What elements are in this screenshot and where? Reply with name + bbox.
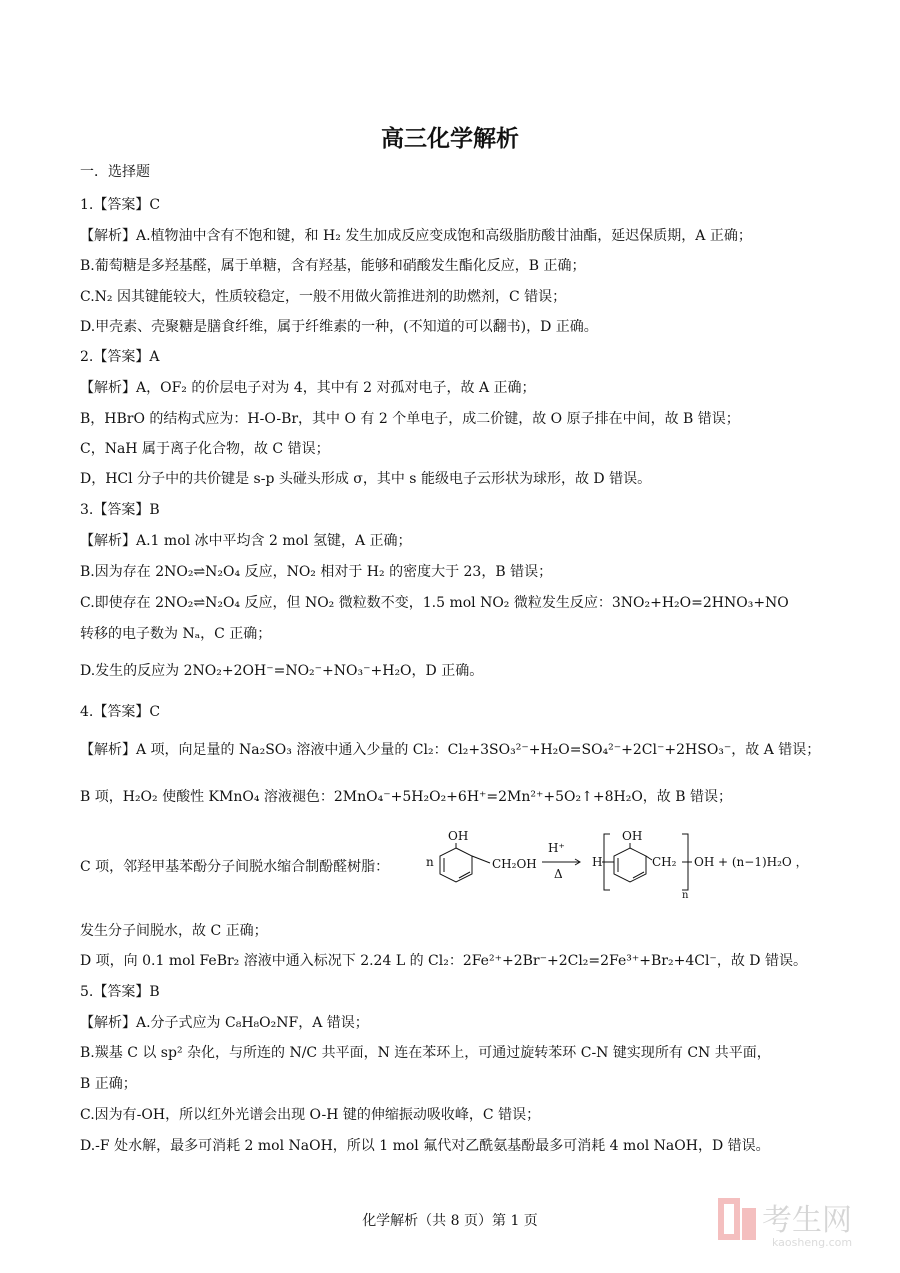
- polymer-n-subscript: n: [682, 890, 689, 901]
- analysis-5a: 【解析】A.分子式应为 C₈H₈O₂NF，A 错误；: [80, 1015, 369, 1031]
- polymer-ch2-label: CH₂: [652, 855, 677, 869]
- analysis-2c: C，NaH 属于离子化合物，故 C 错误；: [80, 441, 330, 457]
- analysis-3a: 【解析】A.1 mol 冰中平均含 2 mol 氢键，A 正确；: [80, 533, 412, 549]
- logo-text: 考生网: [762, 1203, 852, 1238]
- reactant-oh-label: OH: [448, 829, 469, 843]
- section-heading: 一．选择题: [80, 164, 150, 180]
- analysis-1c: C.N₂ 因其键能较大，性质较稳定，一般不用做火箭推进剂的助燃剂，C 错误；: [80, 289, 567, 305]
- logo-url: kaosheng.com: [772, 1236, 853, 1249]
- polymer-benzene-ring: [614, 848, 646, 882]
- answer-3: 3.【答案】B: [80, 502, 160, 518]
- reaction-n-coefficient: n: [426, 855, 434, 869]
- analysis-1d: D.甲壳素、壳聚糖是膳食纤维，属于纤维素的一种，(不知道的可以翻书)，D 正确。: [80, 319, 598, 335]
- kaosheng-watermark-logo: [716, 1192, 886, 1252]
- analysis-4d: D 项，向 0.1 mol FeBr₂ 溶液中通入标况下 2.24 L 的 Cl₂：2Fe²⁺+2Br⁻+2Cl₂=2Fe³⁺+Br₂+4Cl⁻，故 D 错误。: [80, 953, 807, 969]
- analysis-2b: B，HBrO 的结构式应为：H-O-Br，其中 O 有 2 个单电子，成二价键，故 O 原子排在中间，故 B 错误；: [80, 411, 740, 427]
- answer-2: 2.【答案】A: [80, 349, 160, 365]
- answer-1: 1.【答案】C: [80, 197, 161, 213]
- analysis-4b: B 项，H₂O₂ 使酸性 KMnO₄ 溶液褪色：2MnO₄⁻+5H₂O₂+6H⁺=2Mn²⁺+5O₂↑+8H₂O，故 B 错误；: [80, 789, 732, 805]
- analysis-3c: C.即使存在 2NO₂⇌N₂O₄ 反应，但 NO₂ 微粒数不变，1.5 mol NO₂ 微粒发生反应：3NO₂+H₂O=2HNO₃+NO: [80, 595, 789, 611]
- answer-5: 5.【答案】B: [80, 984, 160, 1000]
- polymer-oh-label: OH: [622, 829, 643, 843]
- analysis-3b: B.因为存在 2NO₂⇌N₂O₄ 反应，NO₂ 相对于 H₂ 的密度大于 23，B 错误；: [80, 564, 553, 580]
- analysis-4a: 【解析】A 项，向足量的 Na₂SO₃ 溶液中通入少量的 Cl₂：Cl₂+3SO₃²⁻+H₂O=SO₄²⁻+2Cl⁻+2HSO₃⁻，故 A 错误；: [80, 742, 821, 758]
- analysis-2d: D，HCl 分子中的共价键是 s-p 头碰头形成 σ，其中 s 能级电子云形状为球形，故 D 错误。: [80, 471, 652, 487]
- page-title: 高三化学解析: [381, 126, 519, 152]
- analysis-1b: B.葡萄糖是多羟基醛，属于单糖，含有羟基，能够和硝酸发生酯化反应，B 正确；: [80, 258, 586, 274]
- page-footer: 化学解析（共 8 页）第 1 页: [362, 1213, 538, 1229]
- analysis-5c: C.因为有-OH，所以红外光谱会出现 O-H 键的伸缩振动吸收峰，C 错误；: [80, 1107, 541, 1123]
- catalyst-label: H⁺: [548, 841, 565, 855]
- analysis-4c-cont: 发生分子间脱水，故 C 正确；: [80, 923, 268, 939]
- polymer-oh-end-label: OH: [694, 855, 715, 869]
- answer-4: 4.【答案】C: [80, 704, 161, 720]
- analysis-3c-cont: 转移的电子数为 Nₐ，C 正确；: [80, 626, 272, 642]
- analysis-5b: B.羰基 C 以 sp² 杂化，与所连的 N/C 共平面，N 连在苯环上，可通过旋转苯环 C-N 键实现所有 CN 共平面，: [80, 1045, 771, 1061]
- reactant-ch2oh-label: CH₂OH: [492, 857, 537, 871]
- analysis-1a: 【解析】A.植物油中含有不饱和键，和 H₂ 发生加成反应变成饱和高级脂肪酸甘油酯，延迟保质期，A 正确；: [80, 228, 752, 244]
- analysis-5d: D.-F 处水解，最多可消耗 2 mol NaOH，所以 1 mol 氟代对乙酰氨基酚最多可消耗 4 mol NaOH，D 错误。: [80, 1138, 770, 1154]
- analysis-4c: C 项，邻羟甲基苯酚分子间脱水缩合制酚醛树脂：: [80, 859, 390, 875]
- polymer-h-label: H: [592, 855, 603, 869]
- analysis-2a: 【解析】A，OF₂ 的价层电子对为 4，其中有 2 对孤对电子，故 A 正确；: [80, 380, 536, 396]
- phenolic-resin-reaction-diagram: [426, 828, 836, 904]
- heat-label: Δ: [554, 867, 563, 881]
- analysis-5b-cont: B 正确；: [80, 1076, 137, 1092]
- water-byproduct-label: + (n−1)H₂O ，: [718, 855, 808, 869]
- analysis-3d: D.发生的反应为 2NO₂+2OH⁻=NO₂⁻+NO₃⁻+H₂O，D 正确。: [80, 663, 484, 679]
- reactant-benzene-ring: [440, 848, 472, 882]
